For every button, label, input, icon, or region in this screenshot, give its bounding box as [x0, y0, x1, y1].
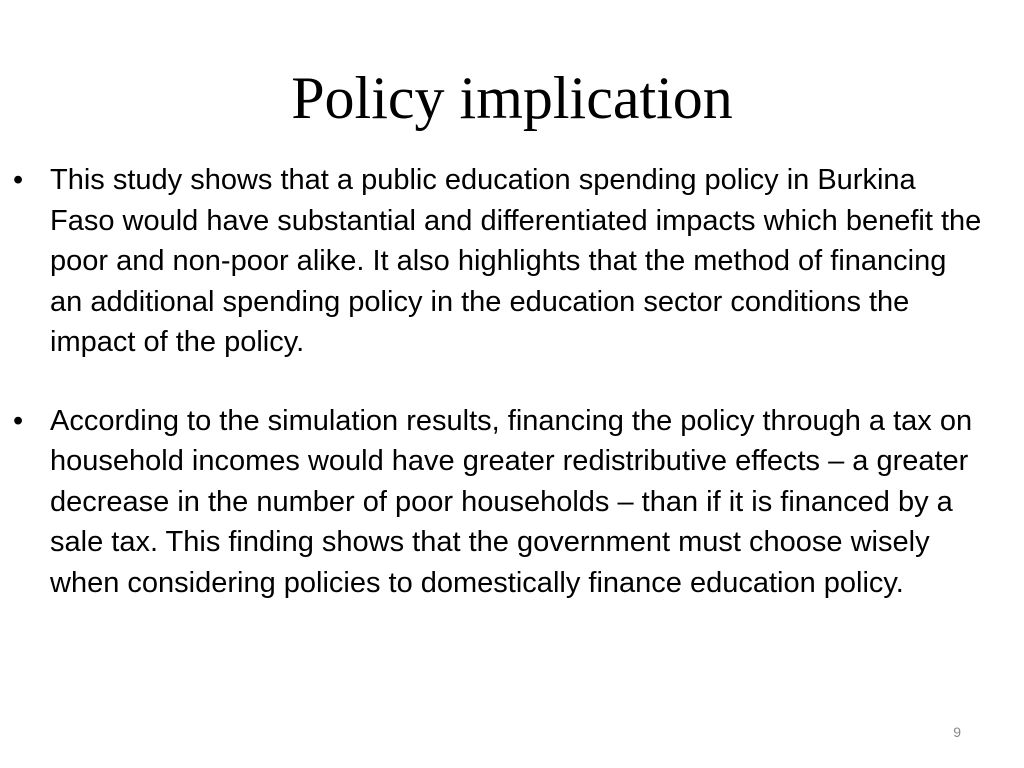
bullet-list: [0, 160, 1024, 603]
bullet-item-simulation-results: [0, 401, 1024, 604]
bullet-icon: •: [13, 164, 24, 196]
bullet-icon: •: [13, 404, 24, 437]
bullet-item-study-findings: [0, 160, 1024, 363]
bullet-text: According to the simulation results, financing the policy through a tax on household incomes would have greater redistributive effects – a greater decrease in the number of poor households – than if it is financed by a sale tax. This finding shows that the government must choose wisely when considering policies to domestically finance education policy.: [50, 404, 973, 599]
page-number: 9: [953, 724, 961, 740]
bullet-text: This study shows that a public education spending policy in Burkina Faso would have substantial and differentiated impacts which benefit the poor and non-poor alike. It also highlights that the method of financing an additional spending policy in the education sector conditions the impact of the policy.: [50, 164, 982, 358]
slide-title: Policy implication: [291, 65, 733, 131]
